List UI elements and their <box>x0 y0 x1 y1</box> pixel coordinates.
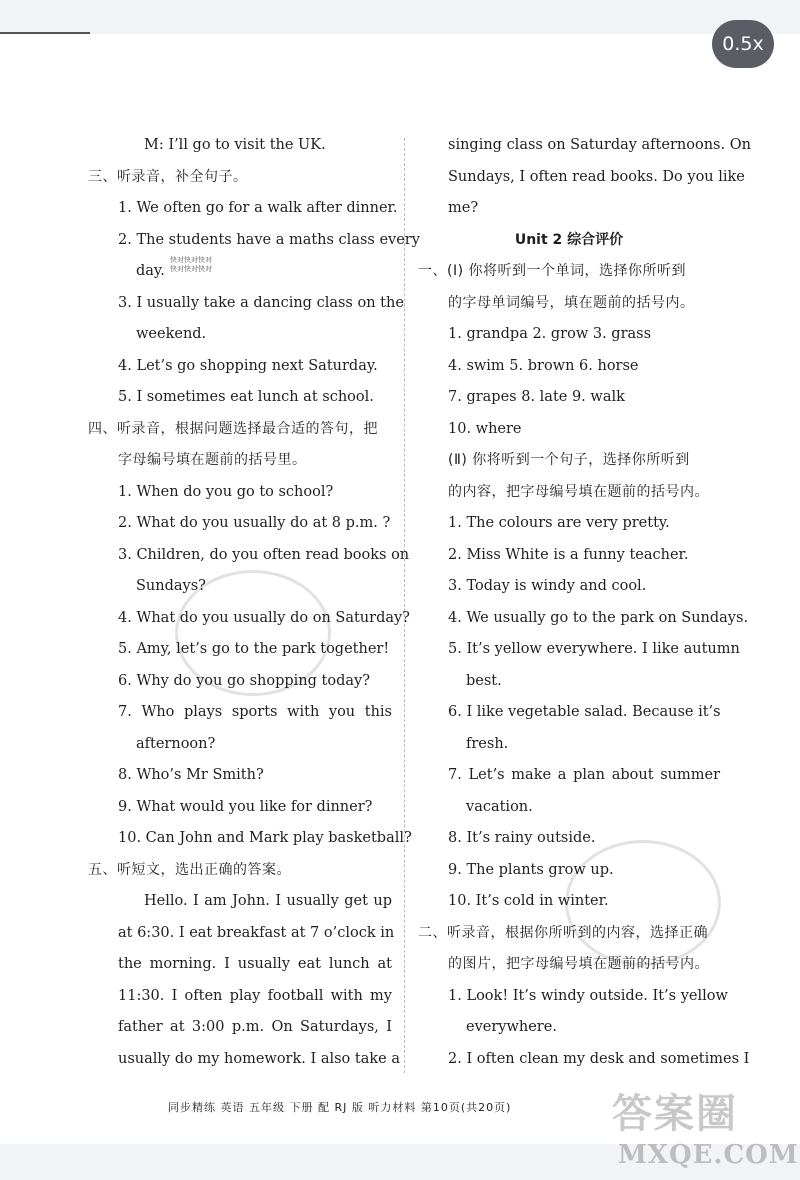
text-line: 五、听短文，选出正确的答案。 <box>88 861 291 878</box>
text-line: 9. What would you like for dinner? <box>118 798 373 815</box>
text-line: 1. We often go for a walk after dinner. <box>118 200 398 216</box>
text-line: 10. where <box>448 420 522 437</box>
text-line: 二、听录音，根据你所听到的内容，选择正确 <box>418 924 708 941</box>
stamp-line: 快对快对快对 <box>170 265 212 273</box>
text-line: 6. Why do you go shopping today? <box>118 672 370 689</box>
left-column <box>88 130 420 1075</box>
text-line: 3. Today is windy and cool. <box>448 578 647 594</box>
text-line: usually do my homework. I also take a <box>118 1050 400 1067</box>
stamp-line: 快对快对快对 <box>170 256 212 264</box>
text-line: 2. I often clean my desk and sometimes I <box>448 1050 750 1067</box>
text-line: 1. grandpa 2. grow 3. grass <box>448 326 652 342</box>
text-line: 4. We usually go to the park on Sundays. <box>448 609 749 626</box>
text-line: afternoon? <box>136 735 216 752</box>
text-line: 的字母单词编号，填在题前的括号内。 <box>448 294 695 311</box>
text-line: 7. Who plays sports with you this <box>118 704 392 720</box>
text-line: M: I’ll go to visit the UK. <box>144 137 326 153</box>
text-line: vacation. <box>466 798 533 815</box>
text-line: 10. It’s cold in winter. <box>448 893 609 909</box>
text-line: 8. Who’s Mr Smith? <box>118 767 264 783</box>
text-line: 1. Look! It’s windy outside. It’s yellow <box>448 987 728 1004</box>
text-line: 4. Let’s go shopping next Saturday. <box>118 357 378 374</box>
zoom-level-badge[interactable]: 0.5x <box>712 20 774 68</box>
text-line: 3. I usually take a dancing class on the <box>118 294 404 311</box>
text-line: 1. When do you go to school? <box>118 483 334 500</box>
text-line: 的内容，把字母编号填在题前的括号内。 <box>448 483 709 500</box>
text-line: 三、听录音，补全句子。 <box>88 168 248 185</box>
text-line: 9. The plants grow up. <box>448 861 614 878</box>
text-line: day. <box>136 263 165 279</box>
text-line: best. <box>466 672 502 689</box>
text-line: fresh. <box>466 735 509 752</box>
text-line: at 6:30. I eat breakfast at 7 o’clock in <box>118 924 395 941</box>
text-line: 2. What do you usually do at 8 p.m. ? <box>118 515 391 531</box>
text-line: 的图片，把字母编号填在题前的括号内。 <box>448 956 709 972</box>
text-line: 四、听录音，根据问题选择最合适的答句，把 <box>88 420 378 437</box>
text-line: everywhere. <box>466 1019 557 1035</box>
text-line: 7. grapes 8. late 9. walk <box>448 389 625 405</box>
text-line: 2. Miss White is a funny teacher. <box>448 546 689 563</box>
text-line: Unit 2 综合评价 <box>514 231 624 248</box>
text-line: 5. It’s yellow everywhere. I like autumn <box>448 641 740 657</box>
text-line: me? <box>448 200 479 216</box>
handwriting-stamp <box>170 256 212 274</box>
text-line: Sundays? <box>136 578 206 594</box>
text-line: 10. Can John and Mark play basketball? <box>118 830 412 846</box>
text-line: 3. Children, do you often read books on <box>118 546 410 563</box>
text-line: weekend. <box>136 326 207 342</box>
text-line: 字母编号填在题前的括号里。 <box>118 452 307 468</box>
text-line: 6. I like vegetable salad. Because it’s <box>448 704 721 720</box>
text-line: singing class on Saturday afternoons. On <box>448 137 751 153</box>
text-line: 4. swim 5. brown 6. horse <box>448 357 639 374</box>
text-line: 11:30. I often play football with my <box>118 987 392 1004</box>
page-footer: 同步精练 英语 五年级 下册 配 RJ 版 听力材料 第10页(共20页) <box>168 1101 512 1114</box>
watermark-site: MXQE.COM <box>618 1140 799 1170</box>
text-line: the morning. I usually eat lunch at <box>118 956 392 972</box>
watermark-logo: 答案圈 <box>612 1090 738 1137</box>
text-line: Sundays, I often read books. Do you like <box>448 168 745 185</box>
text-line: (Ⅱ) 你将听到一个句子，选择你所听到 <box>448 452 690 468</box>
text-line: 一、(Ⅰ) 你将听到一个单词，选择你所听到 <box>418 263 687 279</box>
right-column <box>418 130 751 1075</box>
text-line: 5. I sometimes eat lunch at school. <box>118 389 374 405</box>
text-line: Hello. I am John. I usually get up <box>144 893 392 909</box>
text-line: 8. It’s rainy outside. <box>448 830 596 846</box>
text-line: 2. The students have a maths class every <box>118 231 420 248</box>
text-line: 7. Let’s make a plan about summer <box>448 767 720 783</box>
text-line: 5. Amy, let’s go to the park together! <box>118 641 390 657</box>
text-line: 4. What do you usually do on Saturday? <box>118 609 410 626</box>
top-edge-line <box>0 32 90 34</box>
text-line: father at 3:00 p.m. On Saturdays, I <box>118 1019 392 1035</box>
text-line: 1. The colours are very pretty. <box>448 515 670 531</box>
